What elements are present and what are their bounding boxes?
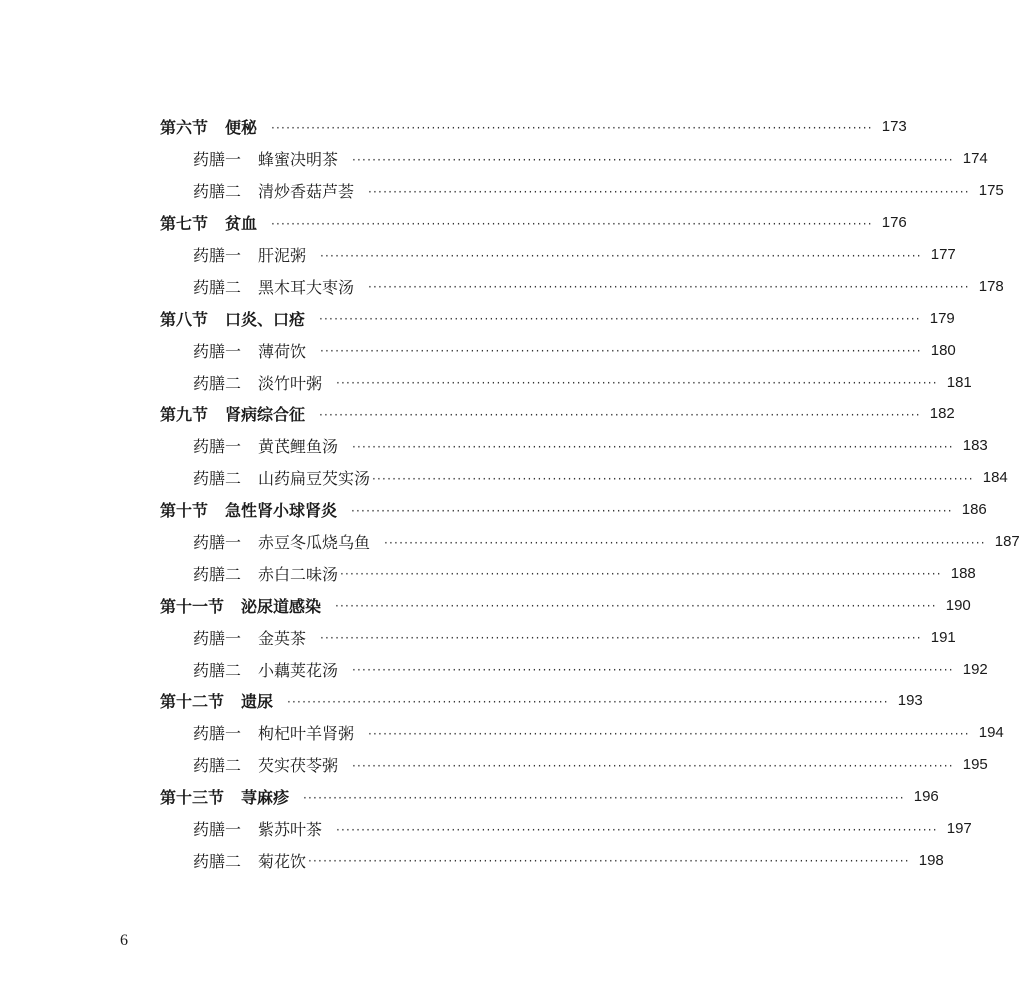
recipe-title: 肝泥粥 xyxy=(258,246,307,265)
page-reference: 180 xyxy=(930,341,956,359)
recipe-number: 药膳二 xyxy=(193,660,242,680)
section-title: 肾病综合征 xyxy=(225,405,306,425)
page-reference: 176 xyxy=(881,214,907,232)
dot-leader: ························································································································ xyxy=(368,184,970,199)
recipe-title: 紫苏叶茶 xyxy=(258,820,323,840)
recipe-title: 赤豆冬瓜烧乌鱼 xyxy=(258,533,371,553)
recipe-number: 药膳一 xyxy=(193,724,242,744)
toc-subentry-row xyxy=(160,717,1004,749)
page-reference: 192 xyxy=(962,660,988,678)
recipe-number: 药膳一 xyxy=(193,533,242,553)
section-number: 第十二节 xyxy=(160,692,225,712)
section-title: 口炎、口疮 xyxy=(225,309,306,329)
page-reference: 194 xyxy=(978,724,1004,742)
page-reference: 190 xyxy=(945,596,971,614)
page-reference: 195 xyxy=(962,756,988,774)
recipe-number: 药膳二 xyxy=(193,277,242,297)
dot-leader: ························································································································ xyxy=(336,822,938,837)
page-reference: 177 xyxy=(930,246,956,263)
toc-subentry-row xyxy=(160,175,1004,207)
page-reference: 183 xyxy=(962,437,988,455)
dot-leader: ························································································································ xyxy=(271,120,873,135)
recipe-title: 芡实茯苓粥 xyxy=(258,756,339,776)
toc-subentry-row xyxy=(160,653,988,685)
dot-leader: ························································································································ xyxy=(352,439,954,454)
dot-leader: ························································································································ xyxy=(384,535,986,550)
section-number: 第十三节 xyxy=(160,788,225,808)
toc-section-row xyxy=(160,685,923,717)
recipe-title: 赤白二味汤 xyxy=(258,564,339,584)
recipe-title: 金英茶 xyxy=(258,628,307,648)
dot-leader: ························································································································ xyxy=(352,758,954,773)
dot-leader: ························································································································ xyxy=(368,726,970,741)
section-title: 荨麻疹 xyxy=(241,788,290,808)
toc-subentry-row xyxy=(160,270,1004,302)
recipe-number: 药膳一 xyxy=(193,246,242,265)
page-reference: 184 xyxy=(982,469,1008,487)
toc-section-row xyxy=(160,589,971,621)
recipe-title: 黑木耳大枣汤 xyxy=(258,277,355,297)
recipe-number: 药膳二 xyxy=(193,469,242,489)
toc-subentry-row xyxy=(160,430,988,462)
dot-leader: ························································································································ xyxy=(303,790,905,805)
recipe-title: 薄荷饮 xyxy=(258,341,307,361)
dot-leader: ························································································································ xyxy=(319,312,921,327)
recipe-title: 蜂蜜决明茶 xyxy=(258,150,339,170)
recipe-title: 小藕荚花汤 xyxy=(258,660,339,680)
toc-subentry-row xyxy=(160,813,972,845)
page-reference: 188 xyxy=(950,564,976,582)
section-title: 便秘 xyxy=(225,118,258,138)
dot-leader: ························································································································ xyxy=(287,694,889,709)
toc-subentry-row xyxy=(160,844,944,876)
toc-subentry-row xyxy=(160,462,1008,494)
dot-leader: ························································································································ xyxy=(352,152,954,167)
toc-subentry-row xyxy=(160,334,956,366)
dot-leader: ························································································································ xyxy=(320,631,922,646)
section-title: 急性肾小球肾炎 xyxy=(225,501,338,521)
toc-subentry-row xyxy=(160,143,988,175)
toc-subentry-row xyxy=(160,621,956,653)
page-reference: 191 xyxy=(930,628,956,646)
toc-subentry-row xyxy=(160,557,976,589)
dot-leader: ························································································································ xyxy=(335,599,937,614)
recipe-number: 药膳二 xyxy=(193,182,242,202)
recipe-number: 药膳一 xyxy=(193,341,242,361)
recipe-title: 清炒香菇芦荟 xyxy=(258,182,355,202)
toc-subentry-row xyxy=(160,526,1020,558)
page-reference: 187 xyxy=(994,533,1020,551)
section-title: 贫血 xyxy=(225,214,258,234)
dot-leader: ························································································································ xyxy=(340,567,942,582)
section-title: 泌尿道感染 xyxy=(241,596,322,616)
recipe-title: 淡竹叶粥 xyxy=(258,373,323,393)
toc-section-row xyxy=(160,111,907,143)
table-of-contents xyxy=(160,111,1020,876)
section-number: 第七节 xyxy=(160,214,209,234)
page-reference: 179 xyxy=(929,309,955,327)
toc-section-row xyxy=(160,494,987,526)
recipe-title: 山药扁豆芡实汤 xyxy=(258,469,371,489)
dot-leader: ························································································································ xyxy=(320,344,922,359)
recipe-number: 药膳一 xyxy=(193,820,242,840)
page-reference: 178 xyxy=(978,277,1004,295)
toc-subentry-row xyxy=(160,366,972,398)
recipe-number: 药膳二 xyxy=(193,756,242,776)
section-number: 第十一节 xyxy=(160,596,225,616)
page-reference: 181 xyxy=(946,373,972,391)
page-reference: 173 xyxy=(881,118,907,136)
toc-section-row xyxy=(160,781,939,813)
dot-leader: ························································································································ xyxy=(372,471,974,486)
dot-leader: ························································································································ xyxy=(319,407,921,422)
recipe-title: 菊花饮 xyxy=(258,851,307,871)
page-reference: 174 xyxy=(962,150,988,168)
recipe-title: 黄芪鲤鱼汤 xyxy=(258,437,339,457)
toc-subentry-row xyxy=(160,749,988,781)
dot-leader: ························································································································ xyxy=(336,376,938,391)
page-reference: 198 xyxy=(918,851,944,869)
section-number: 第十节 xyxy=(160,501,209,521)
dot-leader: ························································································································ xyxy=(271,216,873,231)
recipe-title: 枸杞叶羊肾粥 xyxy=(258,724,355,744)
section-number: 第八节 xyxy=(160,309,209,329)
page-reference: 182 xyxy=(929,405,955,423)
section-title: 遗尿 xyxy=(241,692,274,712)
page-reference: 175 xyxy=(978,182,1004,200)
page-reference: 197 xyxy=(946,820,972,838)
recipe-number: 药膳一 xyxy=(193,150,242,170)
section-number: 第九节 xyxy=(160,405,209,425)
page-reference: 196 xyxy=(913,788,939,806)
section-number: 第六节 xyxy=(160,118,209,138)
dot-leader: ························································································································ xyxy=(308,854,910,869)
recipe-number: 药膳一 xyxy=(193,437,242,457)
recipe-number: 药膳二 xyxy=(193,564,242,584)
toc-section-row xyxy=(160,302,955,334)
page-reference: 186 xyxy=(961,501,987,519)
recipe-number: 药膳二 xyxy=(193,373,242,393)
page-number: 6 xyxy=(120,932,128,949)
recipe-number: 药膳二 xyxy=(193,851,242,871)
toc-subentry-row xyxy=(160,239,956,271)
dot-leader: ························································································································ xyxy=(368,280,970,295)
recipe-number: 药膳一 xyxy=(193,628,242,648)
page-reference: 193 xyxy=(897,692,923,710)
dot-leader: ························································································································ xyxy=(320,248,922,263)
toc-section-row xyxy=(160,398,955,430)
toc-section-row xyxy=(160,207,907,239)
dot-leader: ························································································································ xyxy=(351,503,953,518)
dot-leader: ························································································································ xyxy=(352,663,954,678)
